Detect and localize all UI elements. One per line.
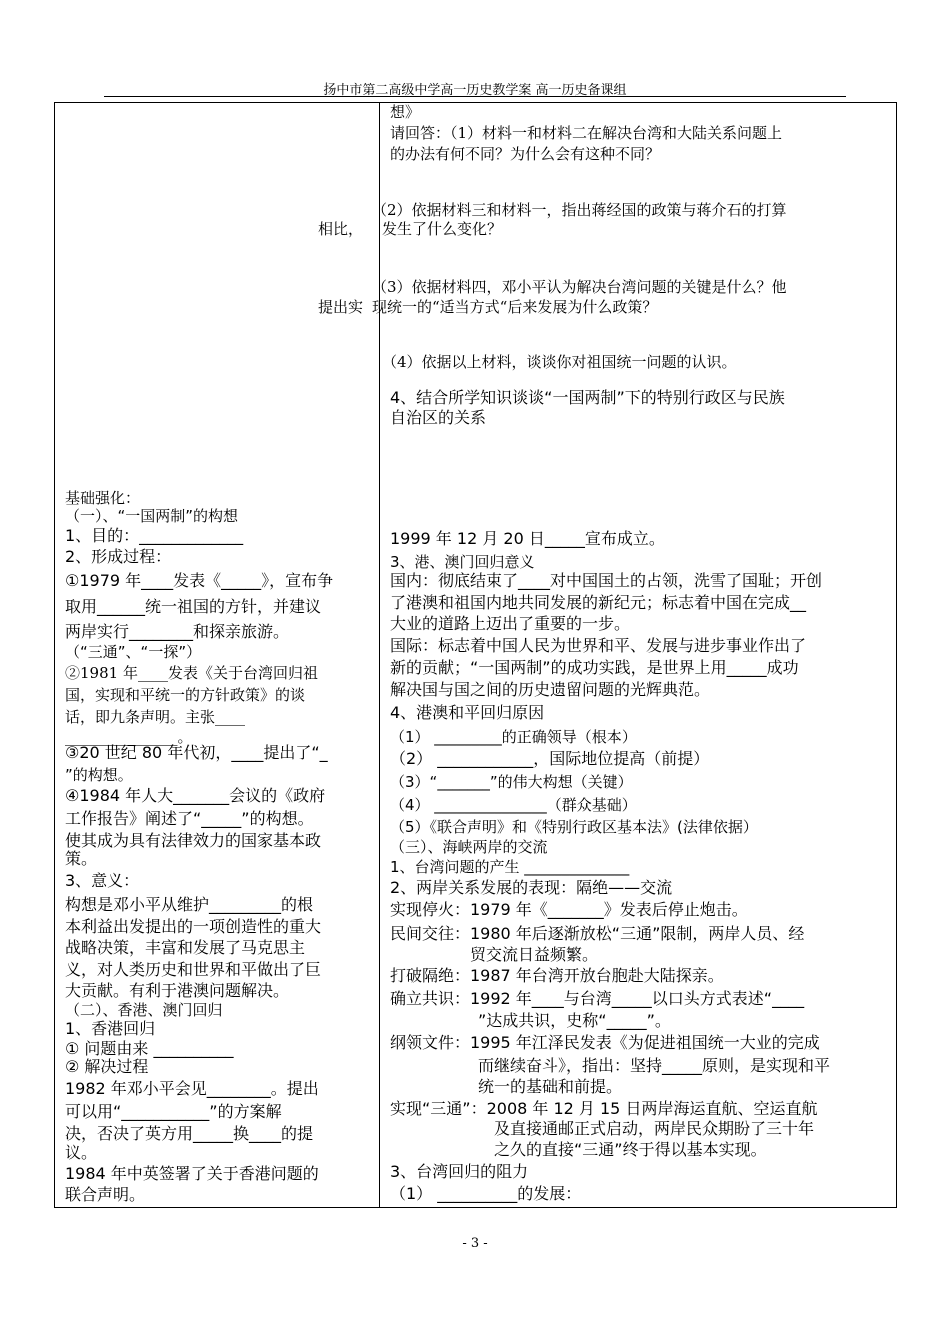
- text-line: 两岸实行________和探亲旅游。: [65, 622, 290, 641]
- text-line: 策。: [65, 849, 98, 868]
- text-line: 之久的直接“三通”终于得以基本实现。: [494, 1140, 767, 1159]
- text-line: 义，对人类历史和世界和平做出了巨: [65, 960, 322, 979]
- page-header: 扬中市第二高级中学高一历史教学案 高一历史备课组: [323, 83, 627, 98]
- text-line: 议。: [65, 1143, 98, 1162]
- question-line: 请回答：（1）材料一和材料二在解决台湾和大陆关系问题上: [390, 124, 783, 142]
- text-line: ”的构想。: [65, 766, 133, 784]
- text-line: （2） ____________，国际地位提高（前提）: [390, 749, 710, 768]
- text-line: 及直接通邮正式启动，两岸民众期盼了三十年: [494, 1119, 815, 1138]
- question-line: 的办法有何不同？为什么会有这种不同？: [390, 145, 661, 163]
- question-line: 自治区的关系: [390, 408, 487, 427]
- text-line: （3）“_______”的伟大构想（关键）: [390, 773, 633, 791]
- text-line: 实现停火：1979 年《_______》发表后停止炮击。: [390, 900, 748, 919]
- text-line: _______________。: [65, 728, 193, 746]
- text-line: 2、两岸关系发展的表现：隔绝——交流: [390, 878, 673, 897]
- text-line: 统一的基础和前提。: [478, 1077, 623, 1096]
- text-line: 工作报告》阐述了“_____”的构想。: [65, 809, 314, 828]
- text-line: （“三通”、“一探”）: [65, 643, 202, 661]
- section-heading: （三）、海峡两岸的交流: [390, 838, 548, 856]
- section-heading: （二）、香港、澳门回归: [65, 1001, 223, 1019]
- question-line: （3）依据材料四，邓小平认为解决台湾问题的关键是什么？他: [372, 278, 787, 296]
- text-line: 战略决策，丰富和发展了马克思主: [65, 938, 306, 957]
- text-line: 想》: [390, 103, 421, 121]
- text-line: 国内：彻底结束了____对中国国土的占领，洗雪了国耻；开创: [390, 571, 823, 590]
- text-line: 1、目的：_____________: [65, 526, 244, 545]
- text-line: （4） _______________（群众基础）: [390, 796, 637, 814]
- text-line: 可以用“___________”的方案解: [65, 1102, 282, 1121]
- text-line: 3、意义：: [65, 871, 140, 890]
- text-line: 而继续奋斗》，指出：坚持_____原则，是实现和平: [478, 1056, 831, 1075]
- left-overflow-text: 提出实: [318, 298, 364, 316]
- text-line: 民间交往：1980 年后逐渐放松“三通”限制，两岸人员、经: [390, 924, 805, 943]
- text-line: 新的贡献；“一国两制”的成功实践，是世界上用_____成功: [390, 658, 799, 677]
- text-line: 国，实现和平统一的方针政策》的谈: [65, 686, 306, 704]
- section-heading: （一）、“一国两制”的构想: [65, 507, 239, 525]
- question-line: 4、结合所学知识谈谈“一国两制”下的特别行政区与民族: [390, 388, 785, 407]
- text-line: ③20 世纪 80 年代初，____提出了“_: [65, 743, 328, 762]
- text-line: 实现“三通”：2008 年 12 月 15 日两岸海运直航、空运直航: [390, 1099, 818, 1118]
- text-line: 2、形成过程：: [65, 547, 172, 566]
- left-overflow-text: 相比，: [318, 220, 364, 238]
- basic-heading: 基础强化：: [65, 489, 141, 507]
- text-line: （1） _________的正确领导（根本）: [390, 728, 637, 746]
- text-line: ”达成共识，史称“_____”。: [478, 1011, 671, 1030]
- text-line: 使其成为具有法律效力的国家基本政: [65, 831, 322, 850]
- text-line: 1982 年邓小平会见________。提出: [65, 1079, 319, 1098]
- text-line: 1、香港回归: [65, 1019, 156, 1038]
- text-line: 国际：标志着中国人民为世界和平、发展与进步事业作出了: [390, 636, 807, 655]
- text-line: 4、港澳和平回归原因: [390, 703, 545, 722]
- text-line: 了港澳和祖国内地共同发展的新纪元；标志着中国在完成__: [390, 593, 807, 612]
- header-rule: [104, 96, 846, 97]
- text-line: 1984 年中英签署了关于香港问题的: [65, 1164, 319, 1183]
- page-number: - 3 -: [462, 1236, 488, 1251]
- text-line: 取用______统一祖国的方针，并建议: [65, 597, 322, 616]
- text-line: 确立共识：1992 年____与台湾_____以口头方式表述“____: [390, 989, 805, 1008]
- text-line: 打破隔绝：1987 年台湾开放台胞赴大陆探亲。: [390, 966, 724, 985]
- text-line: 解决国与国之间的历史遗留问题的光辉典范。: [390, 680, 711, 699]
- text-line: ④1984 年人大_______会议的《政府: [65, 786, 326, 805]
- text-line: ②1981 年____发表《关于台湾回归祖: [65, 664, 318, 682]
- text-line: 本利益出发提出的一项创造性的重大: [65, 917, 322, 936]
- text-line: ② 解决过程: [65, 1057, 149, 1076]
- text-line: 纲领文件：1995 年江泽民发表《为促进祖国统一大业的完成: [390, 1033, 820, 1052]
- text-line: 话，即九条声明。主张____: [65, 708, 246, 726]
- text-line: 1999 年 12 月 20 日_____宣布成立。: [390, 529, 665, 548]
- question-line: （4）依据以上材料，谈谈你对祖国统一问题的认识。: [382, 353, 737, 371]
- text-line: 贸交流日益频繁。: [470, 945, 599, 964]
- question-line: 现统一的“适当方式“后来发展为什么政策？: [372, 298, 658, 316]
- text-line: 1、台湾问题的产生 ______________: [390, 858, 630, 876]
- text-line: 3、台湾回归的阻力: [390, 1162, 529, 1181]
- text-line: （5）《联合声明》和《特别行政区基本法》(法律依据）: [390, 818, 758, 836]
- question-line: （2）依据材料三和材料一，指出蒋经国的政策与蒋介石的打算: [372, 201, 787, 219]
- text-line: 构想是邓小平从维护_________的根: [65, 895, 314, 914]
- text-line: ① 问题由来 __________: [65, 1039, 234, 1058]
- text-line: 联合声明。: [65, 1185, 146, 1204]
- column-divider: [379, 102, 380, 1208]
- text-line: ①1979 年____发表《_____》，宣布争: [65, 571, 334, 590]
- text-line: 大业的道路上迈出了重要的一步。: [390, 614, 631, 633]
- question-line: 发生了什么变化？: [382, 220, 503, 238]
- text-line: （1） __________的发展：: [390, 1184, 582, 1203]
- text-line: 3、港、澳门回归意义: [390, 553, 535, 571]
- text-line: 大贡献。有利于港澳问题解决。: [65, 981, 290, 1000]
- text-line: 决，否决了英方用_____换____的提: [65, 1124, 314, 1143]
